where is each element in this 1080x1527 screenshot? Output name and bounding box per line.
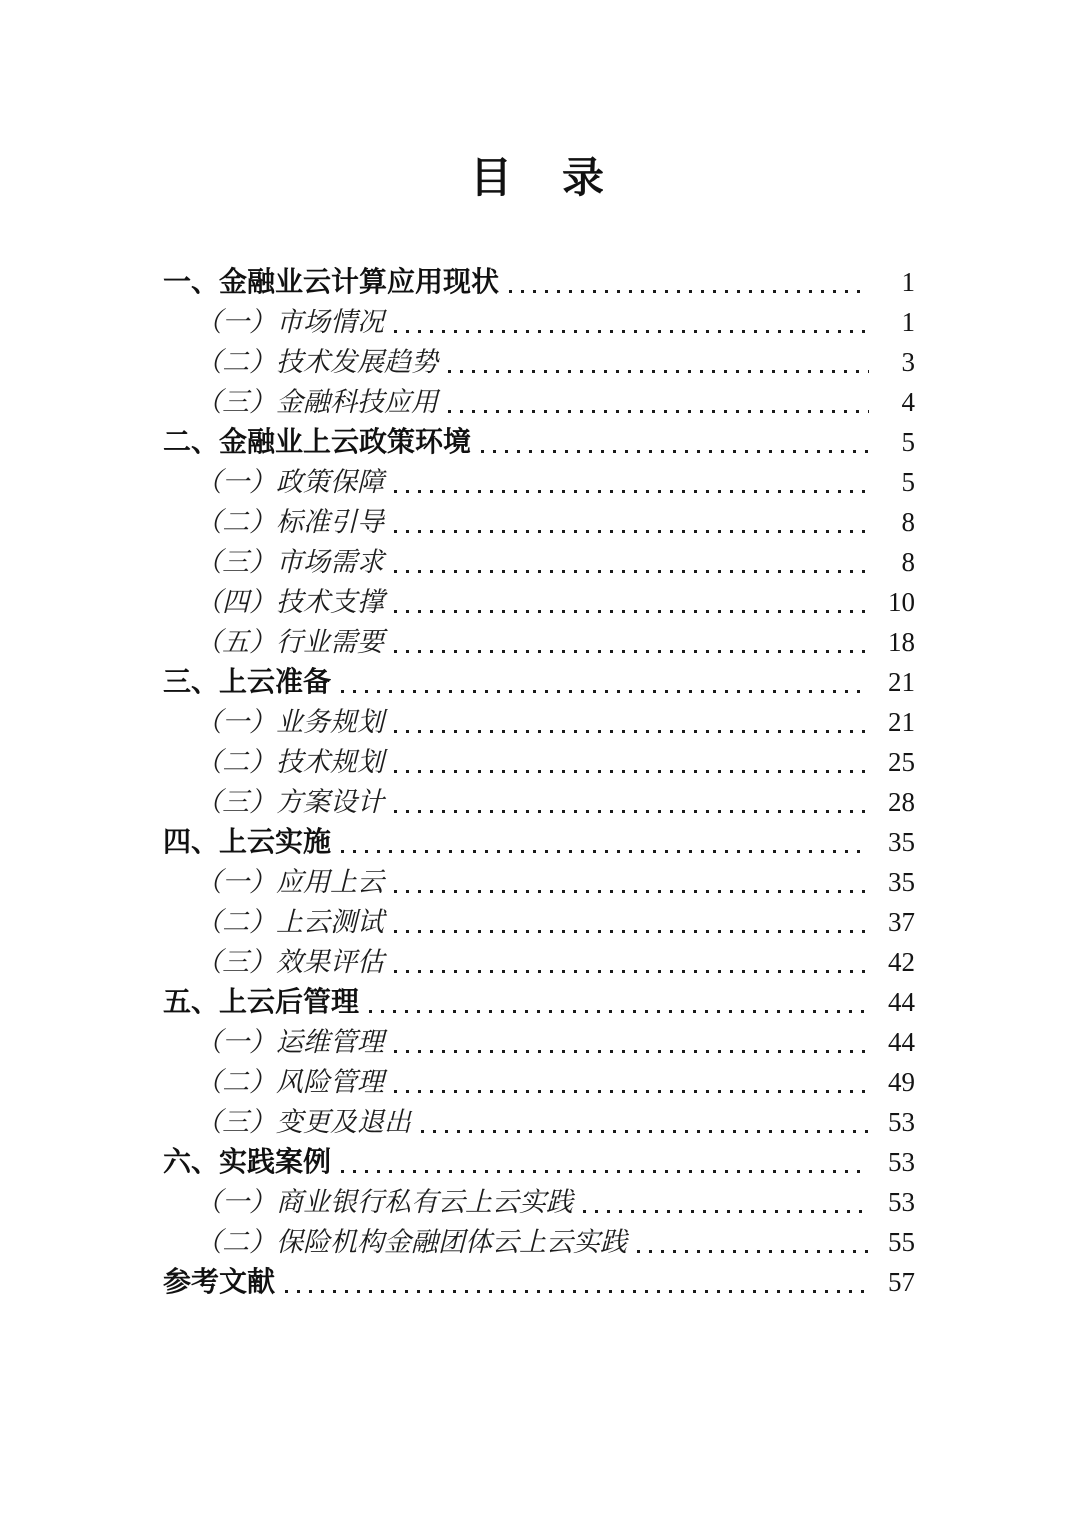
toc-entry[interactable] xyxy=(163,462,915,502)
toc-entry-page: 28 xyxy=(888,787,915,817)
page-title: 目 录 xyxy=(469,154,608,201)
dot-leader xyxy=(509,290,869,293)
toc-entry-page: 44 xyxy=(888,987,915,1017)
toc-entry-label: 六、实践案例 xyxy=(163,1146,332,1177)
toc-entry-page: 49 xyxy=(888,1067,915,1097)
toc-entry[interactable] xyxy=(163,742,915,782)
toc-entry-page: 55 xyxy=(888,1227,915,1257)
dot-leader xyxy=(394,730,869,733)
dot-leader xyxy=(394,930,869,933)
toc-entry-page: 8 xyxy=(901,507,915,537)
toc-entry-label: （一）政策保障 xyxy=(195,467,384,497)
toc-entry[interactable] xyxy=(163,1262,915,1302)
toc-entry-page: 8 xyxy=(901,547,915,577)
dot-leader xyxy=(394,490,869,493)
toc-entry-page: 1 xyxy=(901,307,915,337)
dot-leader xyxy=(369,1010,869,1013)
toc-entry[interactable] xyxy=(163,982,915,1022)
toc-entry-page: 53 xyxy=(888,1147,915,1177)
toc-entry-label: （一）商业银行私有云上云实践 xyxy=(195,1187,573,1217)
toc-entry-label: 五、上云后管理 xyxy=(163,986,360,1017)
toc-entry-page: 53 xyxy=(888,1187,915,1217)
toc-entry-page: 5 xyxy=(901,427,915,457)
toc-entry-page: 1 xyxy=(901,267,915,297)
toc-entry[interactable] xyxy=(163,302,915,342)
dot-leader xyxy=(394,1050,869,1053)
toc-entry[interactable] xyxy=(163,702,915,742)
dot-leader xyxy=(341,690,869,693)
toc-entry[interactable] xyxy=(163,342,915,382)
toc-entry[interactable] xyxy=(163,822,915,862)
toc-entry-label: 四、上云实施 xyxy=(163,826,332,857)
toc-list xyxy=(163,262,915,1302)
toc-entry-label: （三）金融科技应用 xyxy=(195,387,438,417)
dot-leader xyxy=(481,450,869,453)
toc-entry[interactable] xyxy=(163,1022,915,1062)
toc-entry[interactable] xyxy=(163,782,915,822)
dot-leader xyxy=(394,810,869,813)
toc-entry[interactable] xyxy=(163,502,915,542)
toc-entry-page: 42 xyxy=(888,947,915,977)
toc-entry-label: （一）运维管理 xyxy=(195,1027,384,1057)
dot-leader xyxy=(394,530,869,533)
toc-entry-page: 10 xyxy=(888,587,915,617)
toc-entry[interactable] xyxy=(163,862,915,902)
dot-leader xyxy=(448,370,869,373)
toc-entry[interactable] xyxy=(163,1182,915,1222)
toc-entry-label: （五）行业需要 xyxy=(195,627,384,657)
toc-entry-page: 21 xyxy=(888,707,915,737)
dot-leader xyxy=(448,410,869,413)
toc-entry-page: 21 xyxy=(888,667,915,697)
toc-entry[interactable] xyxy=(163,622,915,662)
toc-entry-page: 3 xyxy=(901,347,915,377)
toc-entry[interactable] xyxy=(163,1102,915,1142)
toc-entry[interactable] xyxy=(163,542,915,582)
toc-entry-label: （三）市场需求 xyxy=(195,547,384,577)
toc-entry-page: 4 xyxy=(901,387,915,417)
toc-entry[interactable] xyxy=(163,382,915,422)
dot-leader xyxy=(394,1090,869,1093)
dot-leader xyxy=(394,650,869,653)
toc-entry-page: 57 xyxy=(888,1267,915,1297)
dot-leader xyxy=(583,1210,869,1213)
toc-entry-label: （二）技术发展趋势 xyxy=(195,347,438,377)
toc-entry-label: 二、金融业上云政策环境 xyxy=(163,426,472,457)
toc-entry[interactable] xyxy=(163,262,915,302)
toc-entry-page: 53 xyxy=(888,1107,915,1137)
toc-entry-page: 35 xyxy=(888,827,915,857)
toc-entry-page: 5 xyxy=(901,467,915,497)
toc-entry[interactable] xyxy=(163,902,915,942)
toc-entry-page: 35 xyxy=(888,867,915,897)
toc-entry-label: （一）市场情况 xyxy=(195,307,384,337)
toc-entry-label: （一）业务规划 xyxy=(195,707,384,737)
dot-leader xyxy=(285,1290,869,1293)
toc-entry[interactable] xyxy=(163,1222,915,1262)
dot-leader xyxy=(421,1130,869,1133)
dot-leader xyxy=(394,610,869,613)
toc-entry[interactable] xyxy=(163,942,915,982)
dot-leader xyxy=(394,570,869,573)
toc-entry-page: 25 xyxy=(888,747,915,777)
toc-entry-label: （三）方案设计 xyxy=(195,787,384,817)
dot-leader xyxy=(394,770,869,773)
toc-entry-label: （三）变更及退出 xyxy=(195,1107,411,1137)
dot-leader xyxy=(341,1170,869,1173)
toc-entry-label: （四）技术支撑 xyxy=(195,587,384,617)
toc-entry[interactable] xyxy=(163,1062,915,1102)
toc-entry-page: 44 xyxy=(888,1027,915,1057)
toc-entry[interactable] xyxy=(163,662,915,702)
toc-entry-label: （三）效果评估 xyxy=(195,947,384,977)
dot-leader xyxy=(394,970,869,973)
toc-entry-label: 参考文献 xyxy=(163,1266,276,1297)
toc-entry[interactable] xyxy=(163,422,915,462)
toc-entry-label: 三、上云准备 xyxy=(163,666,332,697)
dot-leader xyxy=(394,890,869,893)
toc-entry-label: （二）风险管理 xyxy=(195,1067,384,1097)
toc-entry-label: （二）技术规划 xyxy=(195,747,384,777)
toc-entry[interactable] xyxy=(163,1142,915,1182)
dot-leader xyxy=(637,1250,869,1253)
toc-entry-label: （二）保险机构金融团体云上云实践 xyxy=(195,1227,627,1257)
toc-entry-label: （二）上云测试 xyxy=(195,907,384,937)
toc-entry-label: （一）应用上云 xyxy=(195,867,384,897)
dot-leader xyxy=(394,330,869,333)
toc-entry-label: （二）标准引导 xyxy=(195,507,384,537)
dot-leader xyxy=(341,850,869,853)
toc-entry[interactable] xyxy=(163,582,915,622)
toc-entry-page: 37 xyxy=(888,907,915,937)
toc-entry-page: 18 xyxy=(888,627,915,657)
toc-entry-label: 一、金融业云计算应用现状 xyxy=(163,266,500,297)
